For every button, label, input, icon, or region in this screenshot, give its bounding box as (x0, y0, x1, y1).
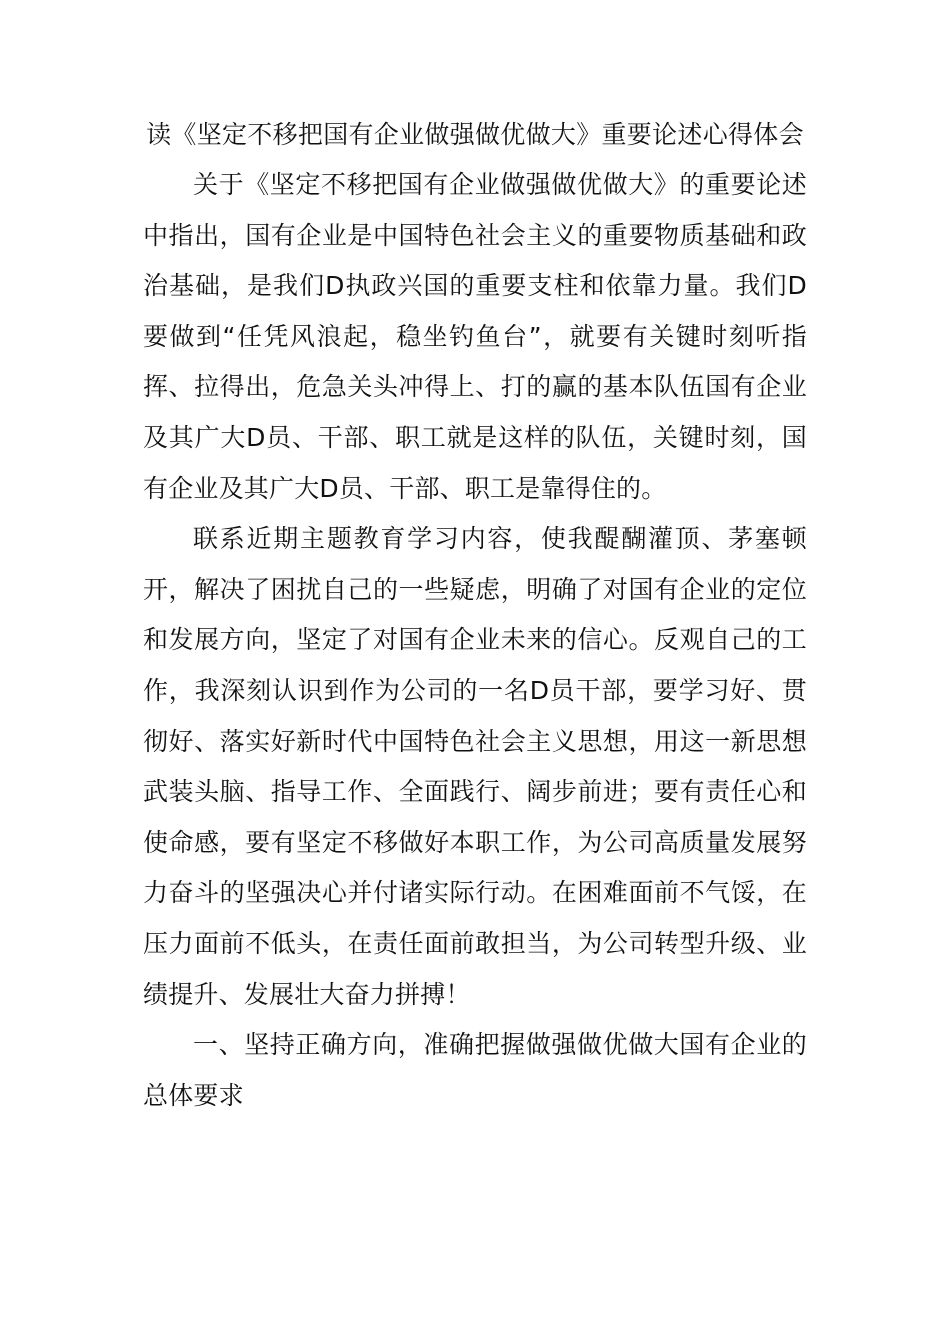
section-heading-1: 一、坚持正确方向，准确把握做强做优做大国有企业的总体要求 (143, 1030, 807, 1110)
paragraph-reflection: 联系近期主题教育学习内容，使我醍醐灌顶、茅塞顿开，解决了困扰自己的一些疑虑，明确了对国有企业的定位和发展方向，坚定了对国有企业未来的信心。反观自己的工作，我深刻认识到作为公司的一名D员干部，要学习好、贯彻好、落实好新时代中国特色社会主义思想，用这一新思想武装头脑、指导工作、全面践行、阔步前进；要有责任心和使命感，要有坚定不移做好本职工作，为公司高质量发展努力奋斗的坚强决心并付诸实际行动。在困难面前不气馁，在压力面前不低头，在责任面前敢担当，为公司转型升级、业绩提升、发展壮大奋力拼搏！ (143, 524, 807, 1009)
paragraph-intro: 关于《坚定不移把国有企业做强做优做大》的重要论述中指出，国有企业是中国特色社会主义的重要物质基础和政治基础，是我们D执政兴国的重要支柱和依靠力量。我们D要做到“任凭风浪起，稳坐钓鱼台”，就要有关键时刻听指挥、拉得出，危急关头冲得上、打的赢的基本队伍国有企业及其广大D员、干部、职工就是这样的队伍，关键时刻，国有企业及其广大D员、干部、职工是靠得住的。 (143, 170, 807, 503)
document-body (143, 110, 807, 1121)
document-title: 读《坚定不移把国有企业做强做优做大》重要论述心得体会 (146, 120, 804, 149)
